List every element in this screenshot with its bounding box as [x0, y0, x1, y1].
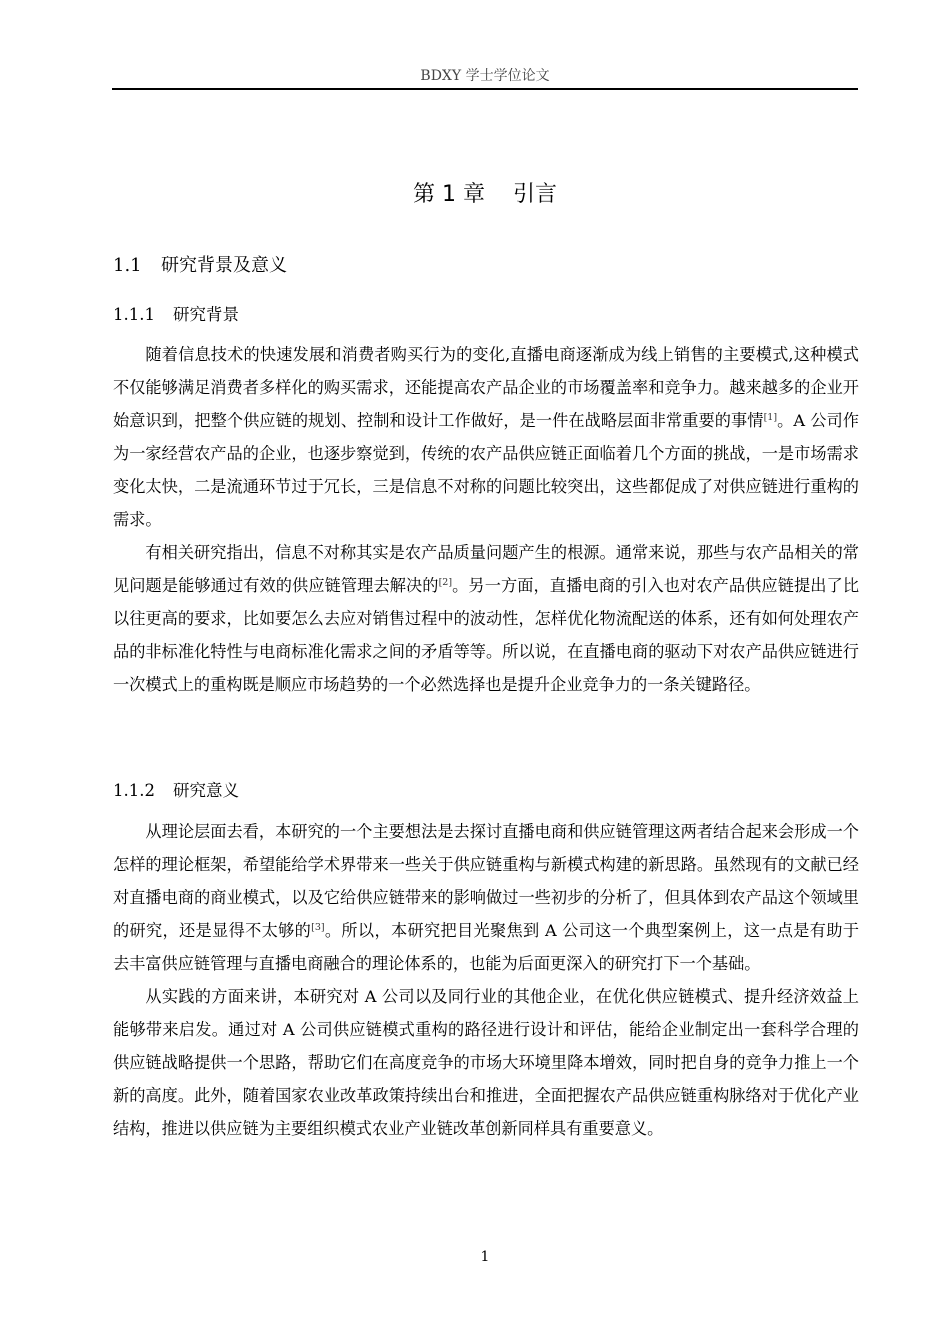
paragraph-text: 有相关研究指出，信息不对称其实是农产品质量问题产生的根源。通常来说，那些与农产品相关的常见问题是能够通过有效的供应链管理去解决的 — [113, 543, 859, 595]
section-title: 研究背景及意义 — [161, 255, 287, 276]
body-paragraph — [113, 338, 859, 536]
subsection-heading-1-1-2 — [113, 778, 239, 804]
paragraph-text: 。另一方面，直播电商的引入也对农产品供应链提出了比以往更高的要求，比如要怎么去应对销售过程中的波动性，怎样优化物流配送的体系，还有如何处理农产品的非标准化特性与电商标准化需求之间的矛盾等等。所以说，在直播电商的驱动下对农产品供应链进行一次模式上的重构既是顺应市场趋势的一个必然选择也是提升企业竞争力的一条关键路径。 — [113, 576, 860, 694]
significance-body — [113, 815, 859, 1145]
body-paragraph — [113, 815, 859, 980]
citation-ref[interactable]: [2] — [438, 576, 453, 588]
paragraph-text: 从理论层面去看，本研究的一个主要想法是去探讨直播电商和供应链管理这两者结合起来会形成一个怎样的理论框架，希望能给学术界带来一些关于供应链重构与新模式构建的新思路。虽然现有的文献已经对直播电商的商业模式，以及它给供应链带来的影响做过一些初步的分析了，但具体到农产品这个领域里的研究，还是显得不太够的 — [113, 822, 859, 940]
subsection-number: 1.1.1 — [113, 305, 155, 324]
paragraph-text: 。所以，本研究把目光聚焦到 A 公司这一个典型案例上，这一点是有助于去丰富供应链管理与直播电商融合的理论体系的，也能为后面更深入的研究打下一个基础。 — [113, 921, 860, 973]
citation-ref[interactable]: [1] — [763, 411, 778, 423]
body-paragraph: 从实践的方面来讲，本研究对 A 公司以及同行业的其他企业，在优化供应链模式、提升经济效益上能够带来启发。通过对 A 公司供应链模式重构的路径进行设计和评估，能给企业制定出一套科学合理的供应链战略提供一个思路，帮助它们在高度竞争的市场大环境里降本增效，同时把自身的竞争力推上一个新的高度。此外，随着国家农业改革政策持续出台和推进，全面把握农产品供应链重构脉络对于优化产业结构，推进以供应链为主要组织模式农业产业链改革创新同样具有重要意义。 — [113, 987, 859, 1138]
chapter-title — [112, 178, 858, 212]
running-header: BDXY 学士学位论文 — [420, 68, 550, 84]
paragraph-text: 。A 公司作为一家经营农产品的企业，也逐步察觉到，传统的农产品供应链正面临着几个方面的挑战，一是市场需求变化太快，二是流通环节过于冗长，三是信息不对称的问题比较突出，这些都促成了对供应链进行重构的需求。 — [113, 411, 859, 529]
body-paragraph — [113, 536, 859, 701]
background-body — [113, 338, 859, 701]
citation-ref[interactable]: [3] — [311, 921, 325, 933]
chapter-title-text: 引言 — [512, 182, 557, 207]
subsection-heading-1-1-1 — [113, 302, 239, 328]
subsection-number: 1.1.2 — [113, 781, 155, 800]
subsection-title: 研究背景 — [173, 305, 239, 324]
section-number: 1.1 — [113, 255, 142, 276]
section-heading-1-1 — [113, 252, 287, 280]
page-number: 1 — [480, 1249, 490, 1265]
subsection-title: 研究意义 — [173, 781, 239, 800]
chapter-number: 第 1 章 — [413, 182, 485, 207]
paragraph-text: 随着信息技术的快速发展和消费者购买行为的变化,直播电商逐渐成为线上销售的主要模式,这种模式不仅能够满足消费者多样化的购买需求，还能提高农产品企业的市场覆盖率和竞争力。越来越多的企业开始意识到，把整个供应链的规划、控制和设计工作做好，是一件在战略层面非常重要的事情 — [113, 345, 859, 430]
header-rule — [112, 88, 858, 90]
